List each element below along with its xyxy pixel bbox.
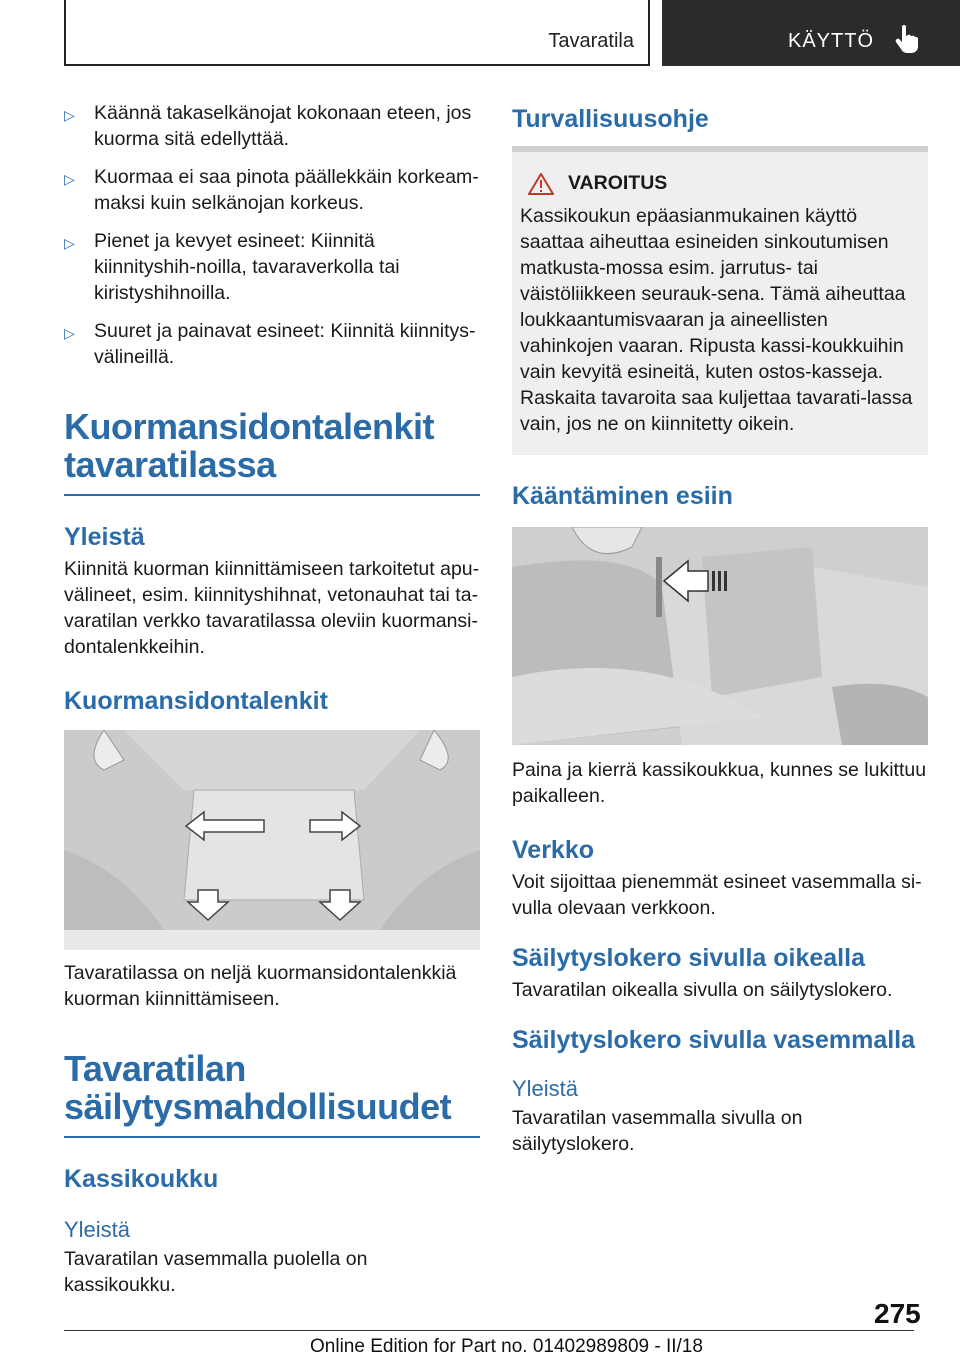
heading-bag-hook: Kassikoukku: [64, 1165, 219, 1193]
tie-down-paragraph: Tavaratilassa on neljä kuormansidontalenkkiä kuorman kiinnittämiseen.: [64, 962, 457, 1010]
heading-fold-out: Kääntäminen esiin: [512, 482, 733, 510]
fold-out-paragraph: Paina ja kierrä kassikoukkua, kunnes se lukittuu paikalleen.: [512, 759, 927, 807]
warning-box: [512, 146, 928, 455]
list-item: ▷ Kuormaa ei saa pinota päällekkäin korkeam‐maksi kuin selkänojan korkeus.: [64, 166, 479, 214]
hand-pointer-icon: [894, 24, 920, 54]
warning-text: Kassikoukun epäasianmukainen käyttö saattaa aiheuttaa esineiden sinkoutumisen matkusta‐mossa esim. jarrutus- tai väistöliikkeen seurauk‐sena. Tämä aiheuttaa loukkaantumisvaaran ja aineellisten vahinkojen vaaran. Ripusta kassi‐koukkuihin vain kevyitä esineitä, kuten ostos‐kasseja. Raskaita tavaroita saa kuljettaa tavarati‐lassa vain, jos ne on kiinnitetty oikein.: [520, 205, 913, 435]
triangle-bullet-icon: ▷: [64, 325, 75, 341]
general-paragraph: Kiinnitä kuorman kiinnittämiseen tarkoitetut apu‐välineet, esim. kiinnityshihnat, vetonauhat tai ta‐varatilan verkko tavaratilassa oleviin kuormansi‐dontalenkkeihin.: [64, 558, 480, 658]
bag-hook-paragraph: Tavaratilan vasemmalla puolella on kassikoukku.: [64, 1248, 368, 1296]
footer-rule: [64, 1330, 914, 1331]
bag-hook-illustration-drawing: [512, 527, 928, 745]
heading-storage-right: Säilytyslokero sivulla oikealla: [512, 944, 865, 972]
heading-rule: [64, 494, 480, 496]
footer-edition: Online Edition for Part no. 01402989809 - II/18: [310, 1336, 703, 1357]
header-chapter-title: KÄYTTÖ: [788, 30, 875, 52]
bag-hook-illustration: [512, 527, 928, 745]
triangle-bullet-icon: ▷: [64, 171, 75, 187]
heading-storage-options: Tavaratilan säilytysmahdollisuudet: [64, 1048, 452, 1127]
warning-title: VAROITUS: [568, 172, 668, 194]
warning-triangle-icon: [528, 173, 554, 195]
heading-tie-down: Kuormansidontalenkit: [64, 687, 328, 715]
page-number: 275: [874, 1298, 921, 1329]
header-section-box: [64, 0, 650, 66]
trunk-illustration-drawing: [64, 730, 480, 950]
heading-safety: Turvallisuusohje: [512, 105, 709, 133]
triangle-bullet-icon: ▷: [64, 235, 75, 251]
heading-net: Verkko: [512, 836, 595, 864]
storage-right-paragraph: Tavaratilan oikealla sivulla on säilytyslokero.: [512, 979, 893, 1001]
heading-general: Yleistä: [64, 523, 145, 551]
header-section-title: Tavaratila: [548, 30, 634, 52]
trunk-tie-down-illustration: [64, 730, 480, 950]
right-column: [512, 100, 928, 1157]
triangle-bullet-icon: ▷: [64, 107, 75, 123]
list-item: ▷ Käännä takaselkänojat kokonaan eteen, jos kuorma sitä edellyttää.: [64, 102, 472, 150]
heading-storage-left: Säilytyslokero sivulla vasemmalla: [512, 1026, 916, 1054]
heading-tie-down-points: Kuormansidontalenkit tavaratilassa: [64, 406, 435, 485]
list-item: ▷ Suuret ja painavat esineet: Kiinnitä kiinnitys‐välineillä.: [64, 320, 476, 368]
warning-header: [520, 172, 920, 195]
storage-left-paragraph: Tavaratilan vasemmalla sivulla on säilytyslokero.: [512, 1107, 803, 1155]
list-item: ▷ Pienet ja kevyet esineet: Kiinnitä kiinnityshih‐noilla, tavaraverkolla tai kiristyshihnoilla.: [64, 230, 400, 304]
net-paragraph: Voit sijoittaa pienemmät esineet vasemmalla si‐vulla olevaan verkkoon.: [512, 871, 922, 919]
subheading-general: Yleistä: [512, 1076, 579, 1101]
left-column: [64, 100, 480, 1298]
heading-rule: [64, 1136, 480, 1138]
subheading-general: Yleistä: [64, 1217, 131, 1242]
header-chapter-box: [662, 0, 960, 66]
